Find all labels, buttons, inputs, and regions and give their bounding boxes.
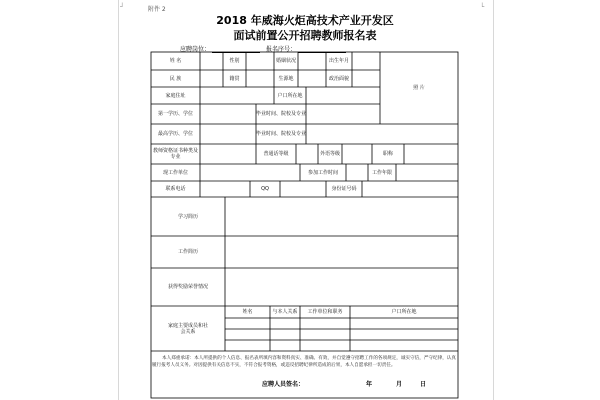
label-ethnic: 民 族 xyxy=(169,75,182,82)
declaration-text: 本人郑重承诺：本人所提供的个人信息、报名表所填内容和资料真实、准确、有效，并自觉遵守招聘工作的各项规定，诚实守信，严守纪律，认真履行报考人员义务。对因提供有关信息不实，不符合报考资格，或违反招聘纪律所造成的后果，本人自愿承担一切责任。 xyxy=(152,356,457,368)
label-name: 姓 名 xyxy=(169,58,182,64)
label-phone: 联系电话 xyxy=(165,186,186,192)
position-field: 应聘岗位： xyxy=(180,44,260,53)
label-work-history: 工作简历 xyxy=(177,249,198,255)
label-birth: 出生年月 xyxy=(328,58,349,64)
label-work-start: 参加工作时间 xyxy=(307,169,338,176)
family-col-relation: 与本人关系 xyxy=(272,309,298,315)
form-title-line1: 2018 年威海火炬高技术产业开发区 xyxy=(216,14,394,27)
label-id-number: 身份证号码 xyxy=(331,186,357,192)
label-marital: 婚姻状况 xyxy=(275,58,296,64)
label-mandarin: 普通话等级 xyxy=(263,151,289,157)
attachment-label: 附件 2 xyxy=(148,6,166,13)
label-origin: 籍贯 xyxy=(229,75,240,82)
label-cert-level: 外语等级 xyxy=(319,151,340,157)
label-highest-edu: 最高学历、学位 xyxy=(157,131,193,137)
label-qq: QQ xyxy=(261,186,269,192)
form-title-line2: 面试前置公开招聘教师报名表 xyxy=(233,29,377,42)
label-hukou: 户口所在地 xyxy=(277,92,303,99)
label-birthplace: 生源地 xyxy=(278,75,294,82)
label-awards: 获得奖励荣誉情况 xyxy=(167,284,208,290)
page-corner-mark-right: └ xyxy=(480,3,485,11)
label-work-years: 工作年限 xyxy=(371,169,392,176)
reg-no-field: 报名序号： xyxy=(266,44,346,53)
label-title: 职称 xyxy=(382,151,393,157)
family-col-name: 姓名 xyxy=(242,309,253,315)
photo-box: 照 片 xyxy=(413,85,425,91)
signature-day: 日 xyxy=(420,381,427,388)
label-study-history: 学习简历 xyxy=(177,213,198,220)
label-gender: 性别 xyxy=(229,58,240,64)
label-first-edu: 第一学历、学位 xyxy=(157,111,193,117)
signature-month: 月 xyxy=(396,381,403,388)
signature-label: 应聘人员签名： xyxy=(262,381,305,388)
signature-year: 年 xyxy=(366,381,373,388)
label-teacher-cert: 教师资格证书种类及专业 xyxy=(152,148,198,160)
label-highest-grad: 毕业时间、院校及专业 xyxy=(256,131,307,137)
label-employer: 现工作单位 xyxy=(162,169,188,176)
family-col-hukou: 户口所在地 xyxy=(391,309,417,315)
page-corner-mark-left: ┘ xyxy=(120,3,125,11)
family-col-employer: 工作单位和职务 xyxy=(307,309,343,315)
label-family: 家庭主要成员和社会关系 xyxy=(167,322,208,335)
label-politics: 政治面貌 xyxy=(328,75,349,82)
label-address: 家庭住址 xyxy=(165,92,186,99)
label-first-grad: 毕业时间、院校及专业 xyxy=(256,111,307,117)
